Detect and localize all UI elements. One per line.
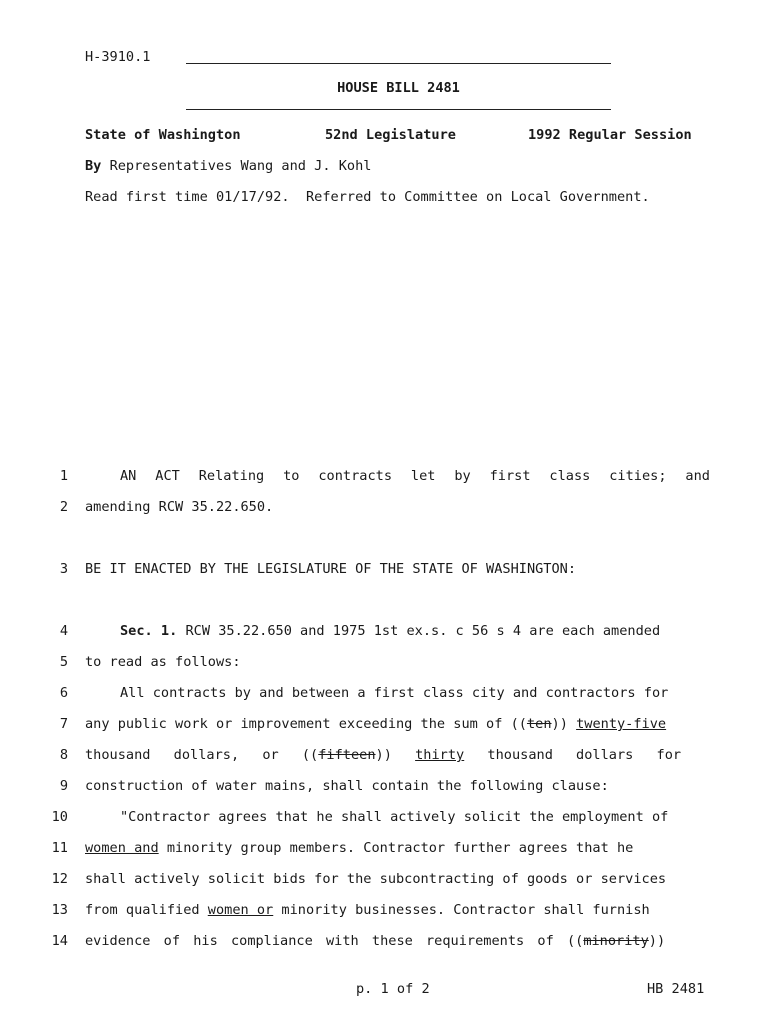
session-name: 1992 Regular Session: [528, 127, 692, 143]
bill-line: to read as follows:: [85, 654, 241, 670]
state-name: State of Washington: [85, 127, 241, 143]
line-number: 5: [59, 654, 68, 670]
page-number: p. 1 of 2: [356, 981, 430, 997]
bill-line: "Contractor agrees that he shall actively solicit the employment of: [120, 809, 669, 825]
line-number: 9: [59, 778, 68, 794]
line-number: 3: [59, 561, 68, 577]
section-label: Sec. 1.: [120, 623, 178, 639]
deleted-text: ten: [526, 716, 552, 732]
bill-line: women and minority group members. Contractor further agrees that he: [85, 840, 634, 856]
inserted-text: women or: [207, 902, 274, 918]
line-number: 11: [51, 840, 68, 856]
line-number: 2: [59, 499, 68, 515]
line-number: 14: [51, 933, 68, 949]
legislature-number: 52nd Legislature: [325, 127, 456, 143]
bill-reference: HB 2481: [647, 981, 705, 997]
bill-line: All contracts by and between a first class city and contractors for: [120, 685, 669, 701]
line-number: 6: [59, 685, 68, 701]
inserted-text: women and: [85, 840, 159, 856]
sponsors-prefix: By: [85, 158, 102, 174]
line-number: 4: [59, 623, 68, 639]
sponsors: Representatives Wang and J. Kohl: [109, 158, 372, 174]
line-number: 1: [59, 468, 68, 484]
bill-line: thousand dollars, or ((fifteen)) thirty thousand dollars for: [85, 747, 682, 763]
inserted-text: twenty-five: [576, 716, 667, 732]
bill-line: amending RCW 35.22.650.: [85, 499, 274, 515]
bill-line: shall actively solicit bids for the subcontracting of goods or services: [85, 871, 667, 887]
sponsors-line: [85, 158, 371, 174]
deleted-text: minority: [583, 933, 649, 949]
first-reading: Read first time 01/17/92. Referred to Committee on Local Government.: [85, 189, 650, 205]
header-rule-top: [186, 63, 611, 64]
inserted-text: thirty: [415, 747, 465, 763]
header-rule-bottom: [186, 109, 611, 110]
enacting-clause: BE IT ENACTED BY THE LEGISLATURE OF THE STATE OF WASHINGTON:: [85, 561, 577, 577]
bill-line: AN ACT Relating to contracts let by first class cities; and: [120, 468, 710, 484]
bill-title: HOUSE BILL 2481: [337, 80, 460, 96]
section-heading: Sec. 1. RCW 35.22.650 and 1975 1st ex.s. c 56 s 4 are each amended: [120, 623, 661, 639]
bill-line: from qualified women or minority businesses. Contractor shall furnish: [85, 902, 650, 918]
bill-line: any public work or improvement exceeding the sum of ((ten)) twenty-five: [85, 716, 667, 732]
line-number: 7: [59, 716, 68, 732]
line-number: 10: [51, 809, 68, 825]
document-code: H-3910.1: [85, 49, 151, 65]
line-number: 8: [59, 747, 68, 763]
bill-line: evidence of his compliance with these requirements of ((minority)): [85, 933, 666, 949]
bill-line: construction of water mains, shall contain the following clause:: [85, 778, 609, 794]
deleted-text: fifteen: [318, 747, 376, 763]
line-number: 13: [51, 902, 68, 918]
line-number: 12: [51, 871, 68, 887]
